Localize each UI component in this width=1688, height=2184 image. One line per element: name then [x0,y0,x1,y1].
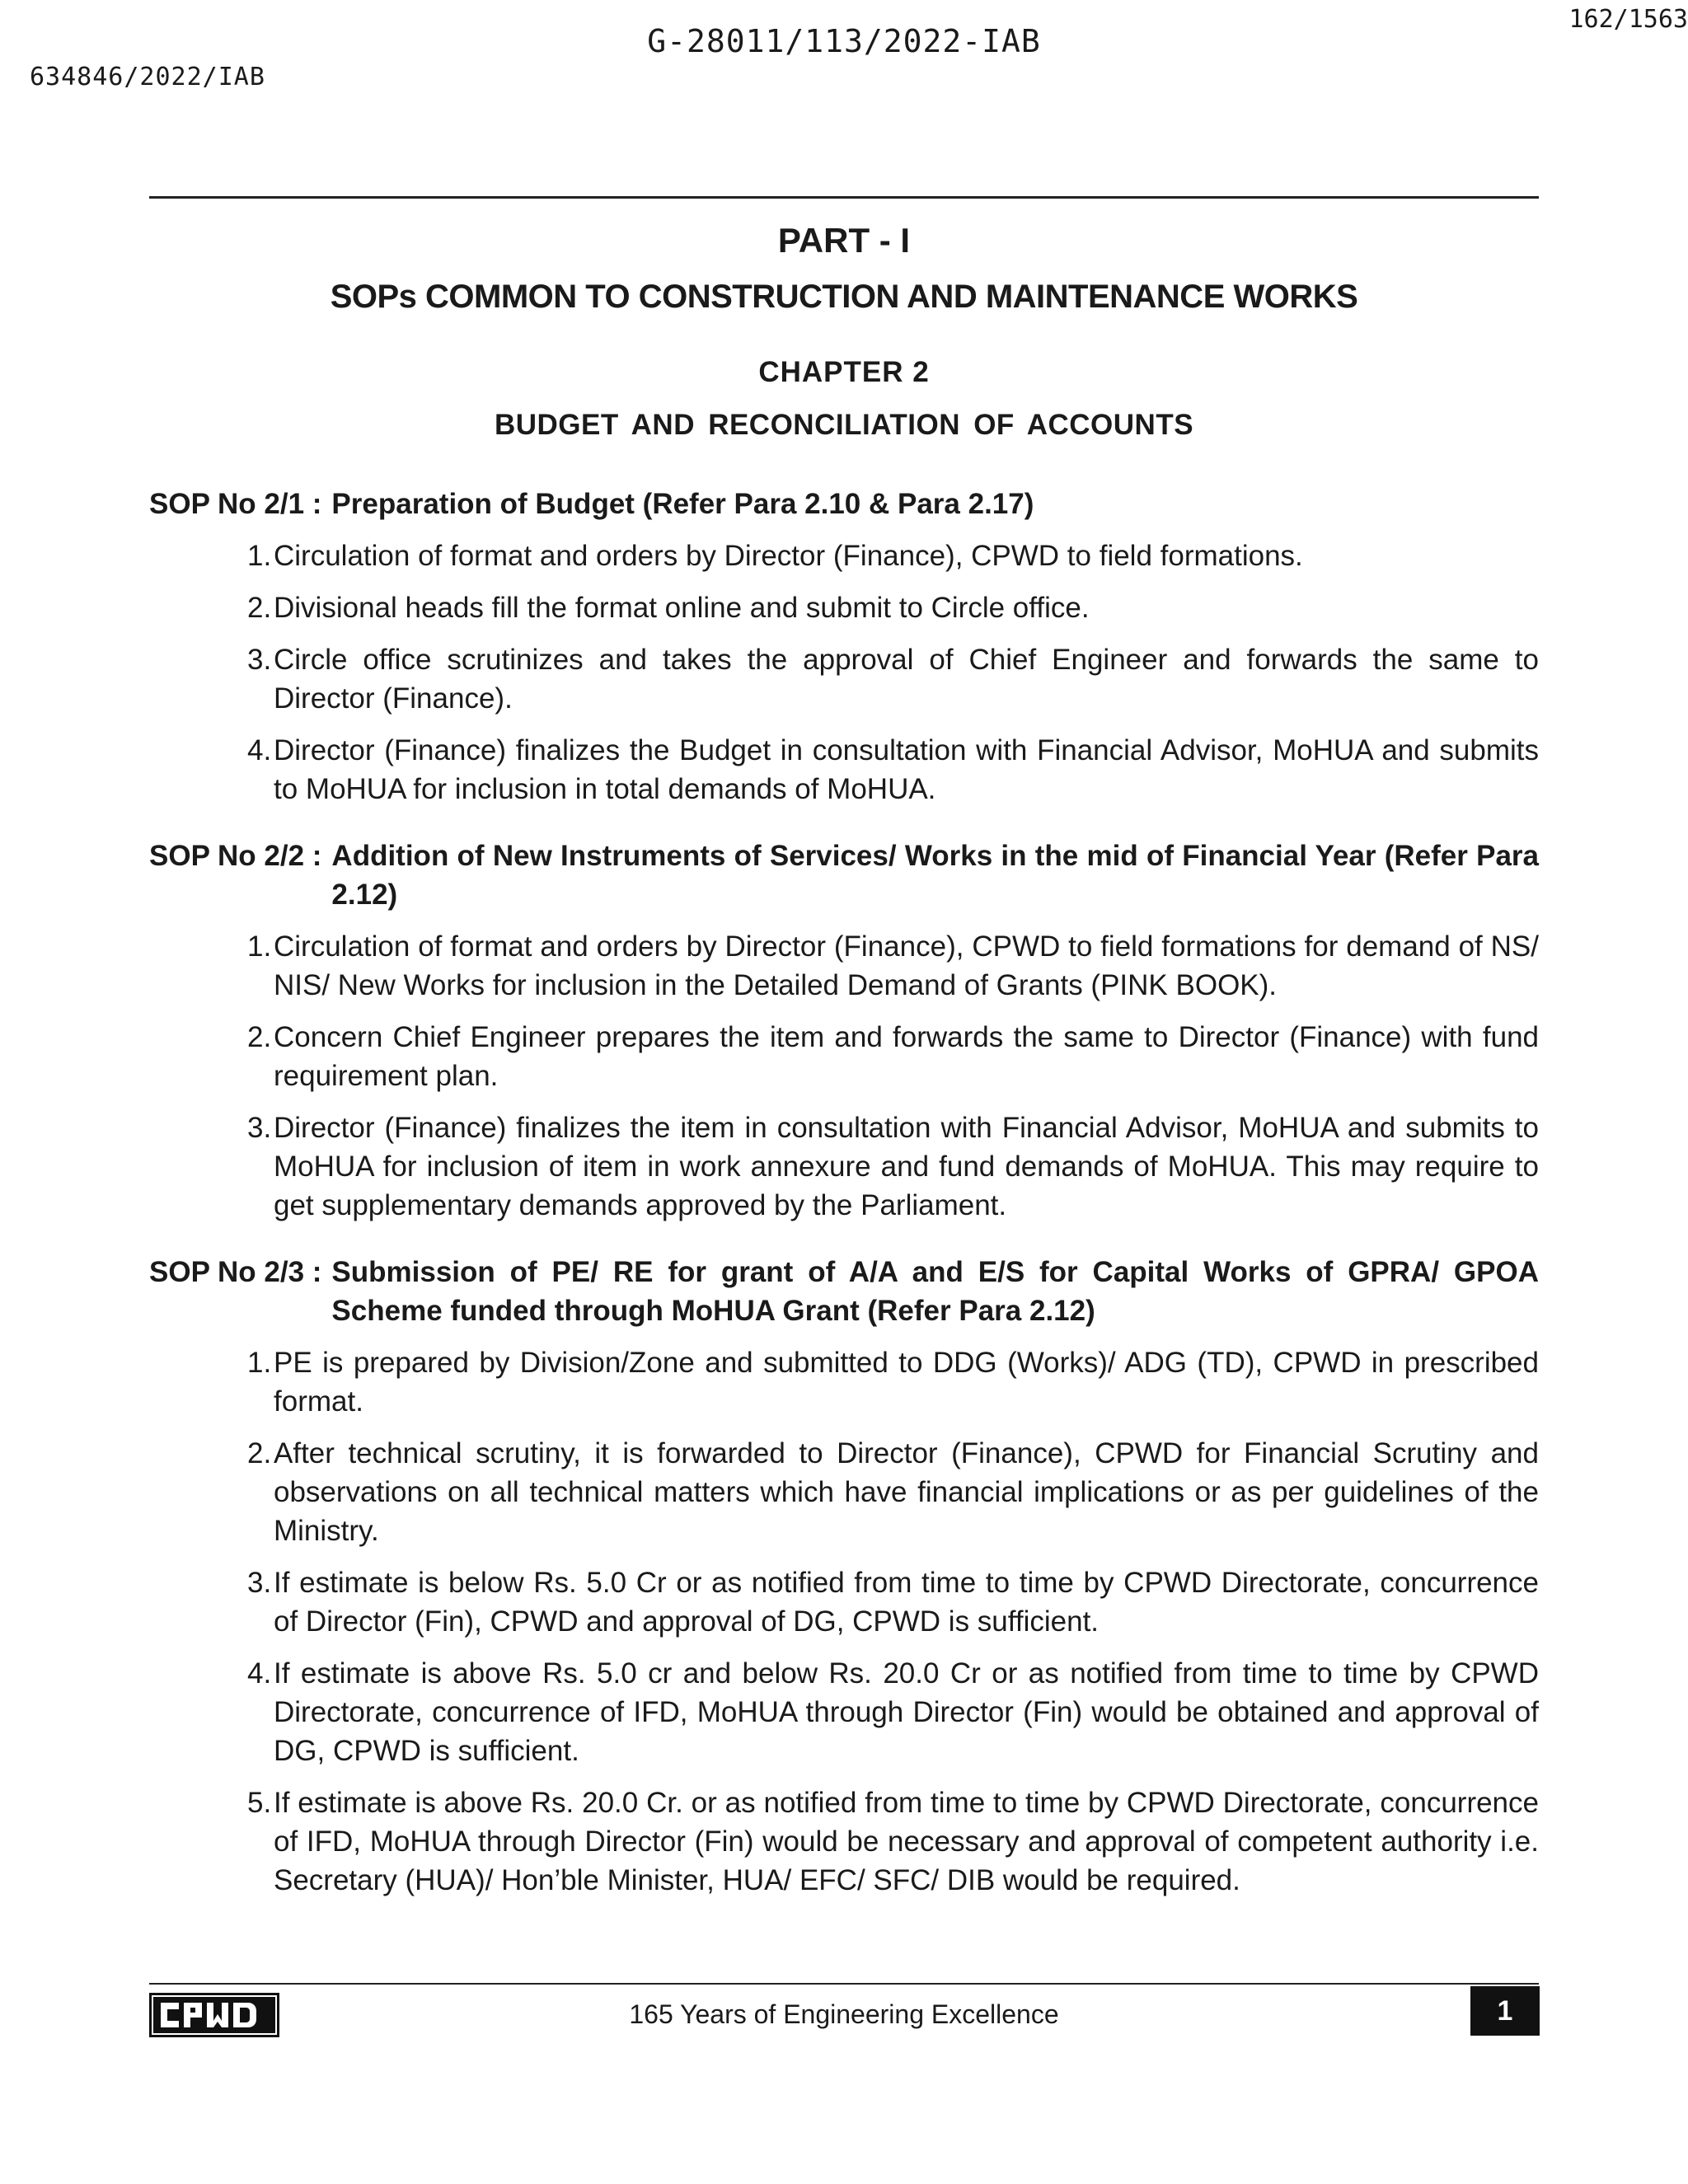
step-number: 1. [247,1347,272,1379]
step-text: Circulation of format and orders by Director (Finance), CPWD to field formations for demand of NS/ NIS/ New Works for inclusion in the Detailed Demand of Grants (PINK BOOK). [274,930,1539,1001]
sop-heading [149,485,1539,523]
chapter-subtitle: BUDGET AND RECONCILIATION OF ACCOUNTS [494,409,1194,441]
sop-heading [149,1253,1539,1330]
list-item [149,1434,1539,1550]
step-number: 5. [247,1787,272,1819]
step-list [149,537,1539,808]
part-title: PART - I [777,221,911,260]
list-item [149,640,1539,718]
step-number: 1. [247,930,272,963]
sop-section [149,837,1539,1225]
list-item [149,1108,1539,1225]
step-text: Director (Finance) finalizes the item in consultation with Financial Advisor, MoHUA and submits to MoHUA for inclusion of item in work annexure and fund demands of MoHUA. This may require to get supplementary demands approved by the Parliament. [274,1112,1539,1221]
step-list [149,1343,1539,1900]
list-item [149,1654,1539,1770]
page-number-badge: 1 [1470,1986,1540,2036]
list-item [149,927,1539,1005]
step-text: If estimate is below Rs. 5.0 Cr or as notified from time to time by CPWD Directorate, concurrence of Director (Fin), CPWD and approval of DG, CPWD is sufficient. [274,1567,1539,1638]
step-text: If estimate is above Rs. 20.0 Cr. or as notified from time to time by CPWD Directorate, concurrence of IFD, MoHUA through Director (Fin) would be necessary and approval of competent authority i.e. Secretary (HUA)/ Hon’ble Minister, HUA/ EFC/ SFC/ DIB would be required. [274,1787,1539,1896]
sop-title: Addition of New Instruments of Services/ Works in the mid of Financial Year (Refer Para 2.12) [331,840,1539,911]
step-text: If estimate is above Rs. 5.0 cr and below Rs. 20.0 Cr or as notified from time to time by CPWD Directorate, concurrence of IFD, MoHUA through Director (Fin) would be obtained and approval of DG, CPWD is sufficient. [274,1657,1539,1767]
step-text: After technical scrutiny, it is forwarded to Director (Finance), CPWD for Financial Scrutiny and observations on all technical matters which have financial implications or as per guidelines of the Ministry. [274,1437,1539,1547]
sop-number: SOP No 2/1 : [149,488,322,520]
step-number: 4. [247,1657,272,1690]
step-number: 4. [247,734,272,766]
step-list [149,927,1539,1225]
step-number: 2. [247,1021,272,1053]
footer-tagline: 165 Years of Engineering Excellence [629,1999,1059,2029]
step-text: Concern Chief Engineer prepares the item and forwards the same to Director (Finance) with fund requirement plan. [274,1021,1539,1092]
part-subtitle: SOPs COMMON TO CONSTRUCTION AND MAINTENANCE WORKS [330,279,1358,315]
sop-section [149,485,1539,808]
step-number: 2. [247,592,272,624]
list-item [149,731,1539,808]
step-text: Divisional heads fill the format online and submit to Circle office. [274,592,1090,624]
top-divider [149,196,1539,199]
sop-number: SOP No 2/3 : [149,1256,322,1288]
sop-title: Submission of PE/ RE for grant of A/A and E/S for Capital Works of GPRA/ GPOA Scheme funded through MoHUA Grant (Refer Para 2.12) [331,1256,1539,1327]
list-item [149,1018,1539,1095]
diary-number: 634846/2022/IAB [30,63,265,91]
list-item [149,537,1539,575]
step-number: 3. [247,1567,272,1599]
step-text: Circulation of format and orders by Director (Finance), CPWD to field formations. [274,540,1303,572]
step-number: 1. [247,540,272,572]
list-item [149,1563,1539,1641]
page-counter: 162/1563 [1568,5,1688,34]
chapter-title: CHAPTER 2 [758,356,930,388]
list-item [149,1783,1539,1900]
sop-heading [149,837,1539,914]
sop-section [149,1253,1539,1900]
step-number: 2. [247,1437,272,1469]
list-item [149,588,1539,627]
sop-title: Preparation of Budget (Refer Para 2.10 & Para 2.17) [331,488,1034,520]
bottom-divider [149,1983,1539,1985]
sop-number: SOP No 2/2 : [149,840,322,872]
step-number: 3. [247,1112,272,1144]
file-reference: G-28011/113/2022-IAB [647,23,1041,59]
step-text: PE is prepared by Division/Zone and submitted to DDG (Works)/ ADG (TD), CPWD in prescribed format. [274,1347,1539,1418]
list-item [149,1343,1539,1421]
step-text: Director (Finance) finalizes the Budget in consultation with Financial Advisor, MoHUA and submits to MoHUA for inclusion in total demands of MoHUA. [274,734,1539,805]
step-text: Circle office scrutinizes and takes the approval of Chief Engineer and forwards the same to Director (Finance). [274,644,1539,715]
step-number: 3. [247,644,272,676]
sop-content [149,485,1539,1928]
